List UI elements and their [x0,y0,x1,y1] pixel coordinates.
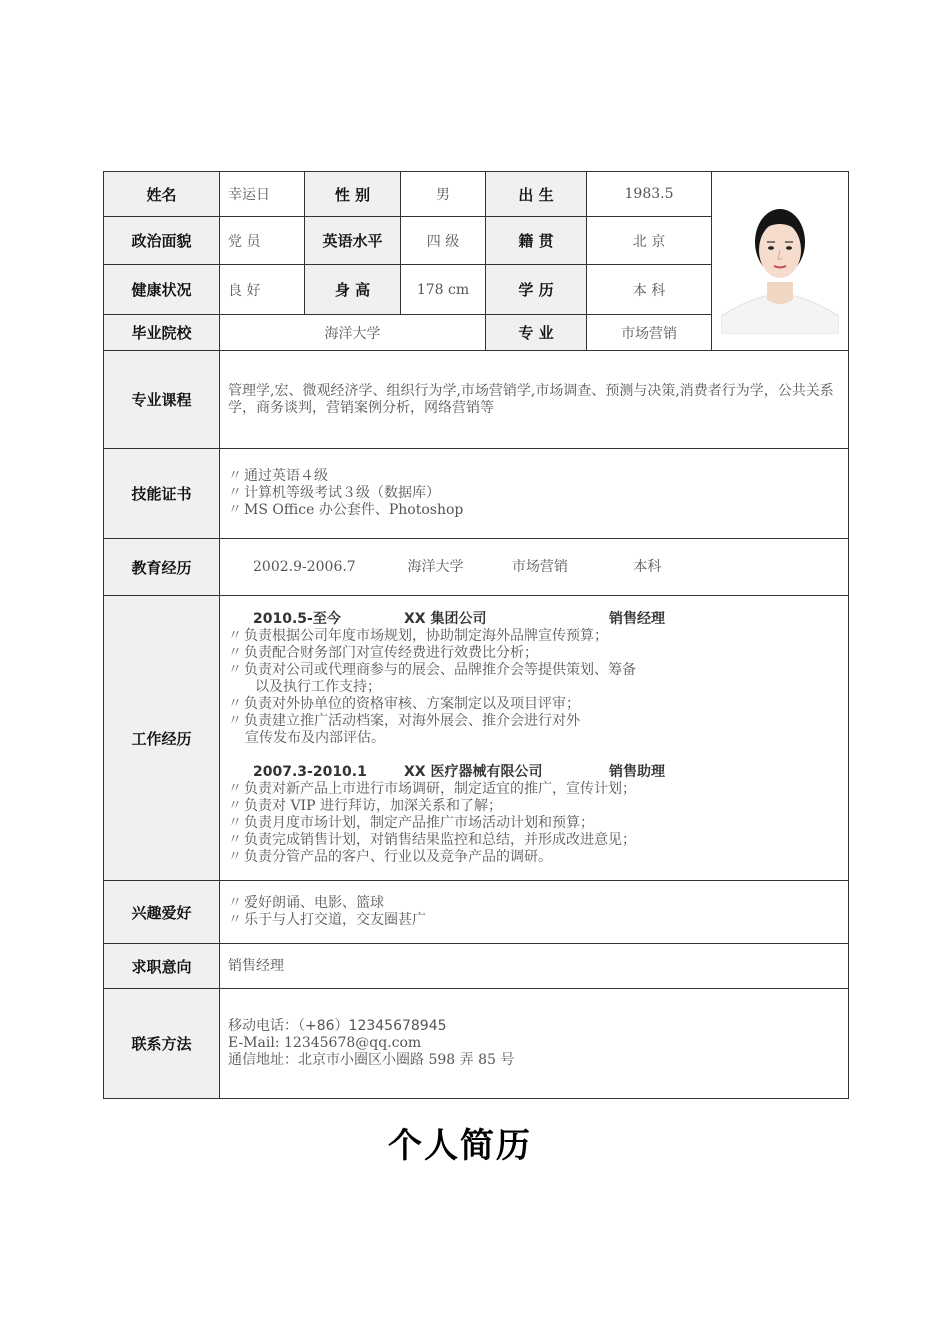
job-title: 销售经理 [609,610,665,627]
english-value: 四 级 [401,217,486,265]
spacer [228,747,840,764]
job-company: XX 集团公司 [404,610,487,627]
contact-label: 联系方法 [104,989,220,1099]
list-item: 〃 负责对外协单位的资格审核、方案制定以及项目评审； [228,695,580,712]
work-label: 工作经历 [104,596,220,881]
education-label: 教育经历 [104,539,220,596]
list-item: 〃 MS Office 办公套件、Photoshop [228,502,464,518]
intention-value: 销售经理 [220,944,849,989]
job-header [228,764,840,781]
job-company: XX 医疗器械有限公司 [404,763,543,780]
origin-value: 北 京 [587,217,712,265]
certificates-label: 技能证书 [104,449,220,539]
degree-label: 学 历 [486,265,587,315]
major-value: 市场营销 [587,315,712,351]
education-entry [220,539,849,596]
birth-label: 出 生 [486,172,587,217]
job-period: 2010.5-至今 [253,610,341,627]
politics-value: 党 员 [220,217,305,265]
document-title: 个人简历 [388,1126,532,1166]
school-value: 海洋大学 [220,315,486,351]
education-major: 市场营销 [511,558,568,575]
list-item: 〃 负责对公司或代理商参与的展会、品牌推介会等提供策划、筹备 [228,661,636,678]
health-value: 良 好 [220,265,305,315]
list-item: 〃 乐于与人打交道，交友圈甚广 [228,912,426,928]
job-title: 销售助理 [609,763,665,780]
height-value: 178 cm [401,265,486,315]
list-item: 〃 负责对新产品上市进行市场调研，制定适宜的推广，宣传计划； [228,780,636,797]
intention-label: 求职意向 [104,944,220,989]
work-entries [220,596,849,881]
certificates-list [220,449,849,539]
height-label: 身 高 [305,265,401,315]
contact-email: E-Mail: 12345678@qq.com [228,1035,422,1051]
education-degree: 本科 [633,558,662,575]
contact-phone: 移动电话：（+86）12345678945 [228,1018,447,1034]
politics-label: 政治面貌 [104,217,220,265]
origin-label: 籍 贯 [486,217,587,265]
list-item: 〃 负责根据公司年度市场规划，协助制定海外品牌宣传预算； [228,627,608,644]
degree-value: 本 科 [587,265,712,315]
list-item: 〃 负责分管产品的客户、行业以及竞争产品的调研。 [228,848,552,865]
list-item: 〃 负责配合财务部门对宣传经费进行效费比分析； [228,644,538,661]
list-item: 〃 通过英语４级 [228,468,328,484]
education-school: 海洋大学 [407,558,464,575]
profile-photo [721,184,839,334]
list-item: 〃 爱好朗诵、电影、篮球 [228,895,384,911]
photo-cell [712,172,849,351]
list-item: 〃 负责月度市场计划，制定产品推广市场活动计划和预算； [228,814,594,831]
hobbies-list [220,881,849,944]
list-item: 〃 负责建立推广活动档案，对海外展会、推介会进行对外 [228,712,580,729]
list-item: 宣传发布及内部评估。 [245,729,385,746]
list-item: 以及执行工作支持； [255,678,381,695]
birth-value: 1983.5 [587,172,712,217]
contact-info [220,989,849,1099]
school-label: 毕业院校 [104,315,220,351]
english-label: 英语水平 [305,217,401,265]
major-label: 专 业 [486,315,587,351]
gender-value: 男 [401,172,486,217]
job-period: 2007.3-2010.1 [253,763,367,780]
list-item: 〃 计算机等级考试３级（数据库） [228,485,440,501]
list-item: 〃 负责对 VIP 进行拜访，加深关系和了解； [228,797,502,814]
list-item: 〃 负责完成销售计划，对销售结果监控和总结，并形成改进意见； [228,831,636,848]
job-header [228,611,840,628]
courses-label: 专业课程 [104,351,220,449]
courses-text: 管理学,宏、微观经济学、组织行为学,市场营销学,市场调查、预测与决策,消费者行为学，公共关系学，商务谈判，营销案例分析，网络营销等 [220,351,849,449]
name-label: 姓名 [104,172,220,217]
hobbies-label: 兴趣爱好 [104,881,220,944]
education-period: 2002.9-2006.7 [253,558,356,575]
gender-label: 性 别 [305,172,401,217]
resume-table [103,171,849,1099]
name-value: 幸运日 [220,172,305,217]
health-label: 健康状况 [104,265,220,315]
contact-address: 通信地址：北京市小圈区小圈路 598 弄 85 号 [228,1052,515,1068]
